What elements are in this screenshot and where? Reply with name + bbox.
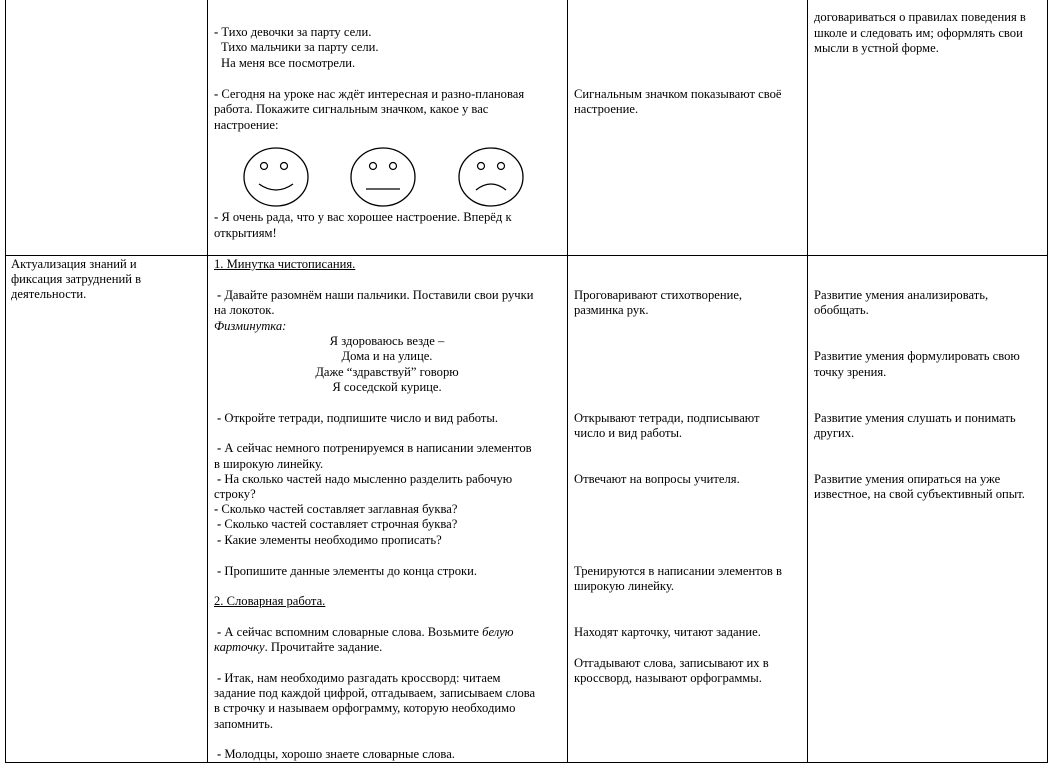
- student-activity: Отгадывают слова, записывают их в: [574, 656, 769, 670]
- uud-text: Развитие умения анализировать,: [814, 288, 989, 302]
- instruction-line: в широкую линейку.: [214, 457, 324, 471]
- student-activity: Сигнальным значком показывают своё: [574, 87, 782, 101]
- uud-text: других.: [814, 426, 855, 440]
- student-activity: Открывают тетради, подписывают: [574, 411, 760, 425]
- happy-face-icon: [242, 146, 310, 208]
- student-activity: число и вид работы.: [574, 426, 683, 440]
- warmup-line: - Давайте разомнём наши пальчики. Поставили свои ручки: [217, 288, 534, 302]
- sad-face-icon: [457, 146, 525, 208]
- rhyme-line: На меня все посмотрели.: [221, 56, 356, 70]
- intro-line: настроение:: [214, 118, 279, 132]
- table-divider-2: [567, 0, 568, 763]
- student-activity: Находят карточку, читают задание.: [574, 625, 761, 639]
- instruction-line: - На сколько частей надо мысленно разделить рабочую: [217, 472, 513, 486]
- rhyme-line: Тихо мальчики за парту сели.: [221, 40, 379, 54]
- uud-text: мысли в устной форме.: [814, 41, 939, 55]
- instruction-line: - А сейчас вспомним словарные слова. Возьмите белую: [217, 625, 514, 639]
- row-divider: [5, 255, 1048, 256]
- stage-title: Актуализация знаний и: [11, 257, 137, 271]
- poem-line: Даже “здравствуй” говорю: [315, 365, 459, 379]
- glad-line: открытиям!: [214, 226, 277, 240]
- table-border-left: [5, 0, 6, 763]
- table-divider-1: [207, 0, 208, 763]
- student-activity: Отвечают на вопросы учителя.: [574, 472, 740, 486]
- uud-text: Развитие умения слушать и понимать: [814, 411, 1016, 425]
- intro-line: работа. Покажите сигнальным значком, какое у вас: [214, 102, 489, 116]
- uud-text: обобщать.: [814, 303, 869, 317]
- uud-text: школе и следовать им; оформлять свои: [814, 26, 1023, 40]
- instruction-line: карточку. Прочитайте задание.: [214, 640, 383, 654]
- instruction-line: задание под каждой цифрой, отгадываем, записываем слова: [214, 686, 536, 700]
- section-heading-penmanship: 1. Минутка чистописания.: [214, 257, 356, 271]
- student-activity: кроссворд, называют орфограммы.: [574, 671, 762, 685]
- poem-line: Я соседской курице.: [332, 380, 442, 394]
- poem-line: Я здороваюсь везде –: [329, 334, 445, 348]
- rhyme-line: - Тихо девочки за парту сели.: [214, 25, 372, 39]
- uud-text: Развитие умения опираться на уже: [814, 472, 1001, 486]
- table-divider-3: [807, 0, 808, 763]
- uud-text: договариваться о правилах поведения в: [814, 10, 1026, 24]
- instruction-line: запомнить.: [214, 717, 274, 731]
- poem-line: Дома и на улице.: [341, 349, 433, 363]
- intro-line: - Сегодня на уроке нас ждёт интересная и разно-плановая: [214, 87, 525, 101]
- glad-line: - Я очень рада, что у вас хорошее настроение. Вперёд к: [214, 210, 512, 224]
- student-activity: разминка рук.: [574, 303, 649, 317]
- table-border-right: [1047, 0, 1048, 763]
- question-line: - Какие элементы необходимо прописать?: [217, 533, 442, 547]
- stage-title: деятельности.: [11, 287, 87, 301]
- instruction-line: в строчку и называем орфограмму, которую необходимо: [214, 701, 516, 715]
- question-line: - Сколько частей составляет строчная буква?: [217, 517, 458, 531]
- uud-text: точку зрения.: [814, 365, 887, 379]
- instruction-line: - Откройте тетради, подпишите число и вид работы.: [217, 411, 499, 425]
- instruction-line: - Итак, нам необходимо разгадать кроссворд: читаем: [217, 671, 501, 685]
- uud-text: Развитие умения формулировать свою: [814, 349, 1020, 363]
- neutral-face-icon: [349, 146, 417, 208]
- instruction-line: - Пропишите данные элементы до конца строки.: [217, 564, 478, 578]
- stage-title: фиксация затруднений в: [11, 272, 142, 286]
- fizminutka-label: Физминутка:: [214, 319, 287, 333]
- student-activity: широкую линейку.: [574, 579, 675, 593]
- uud-text: известное, на свой субъективный опыт.: [814, 487, 1025, 501]
- warmup-line: на локоток.: [214, 303, 275, 317]
- instruction-line: строку?: [214, 487, 256, 501]
- student-activity: Тренируются в написании элементов в: [574, 564, 782, 578]
- student-activity: Проговаривают стихотворение,: [574, 288, 743, 302]
- table-border-bottom: [5, 762, 1048, 763]
- student-activity: настроение.: [574, 102, 639, 116]
- instruction-line: - А сейчас немного потренируемся в написании элементов: [217, 441, 532, 455]
- question-line: - Сколько частей составляет заглавная буква?: [214, 502, 458, 516]
- instruction-line: - Молодцы, хорошо знаете словарные слова.: [217, 747, 455, 761]
- section-heading-vocabulary: 2. Словарная работа.: [214, 594, 326, 608]
